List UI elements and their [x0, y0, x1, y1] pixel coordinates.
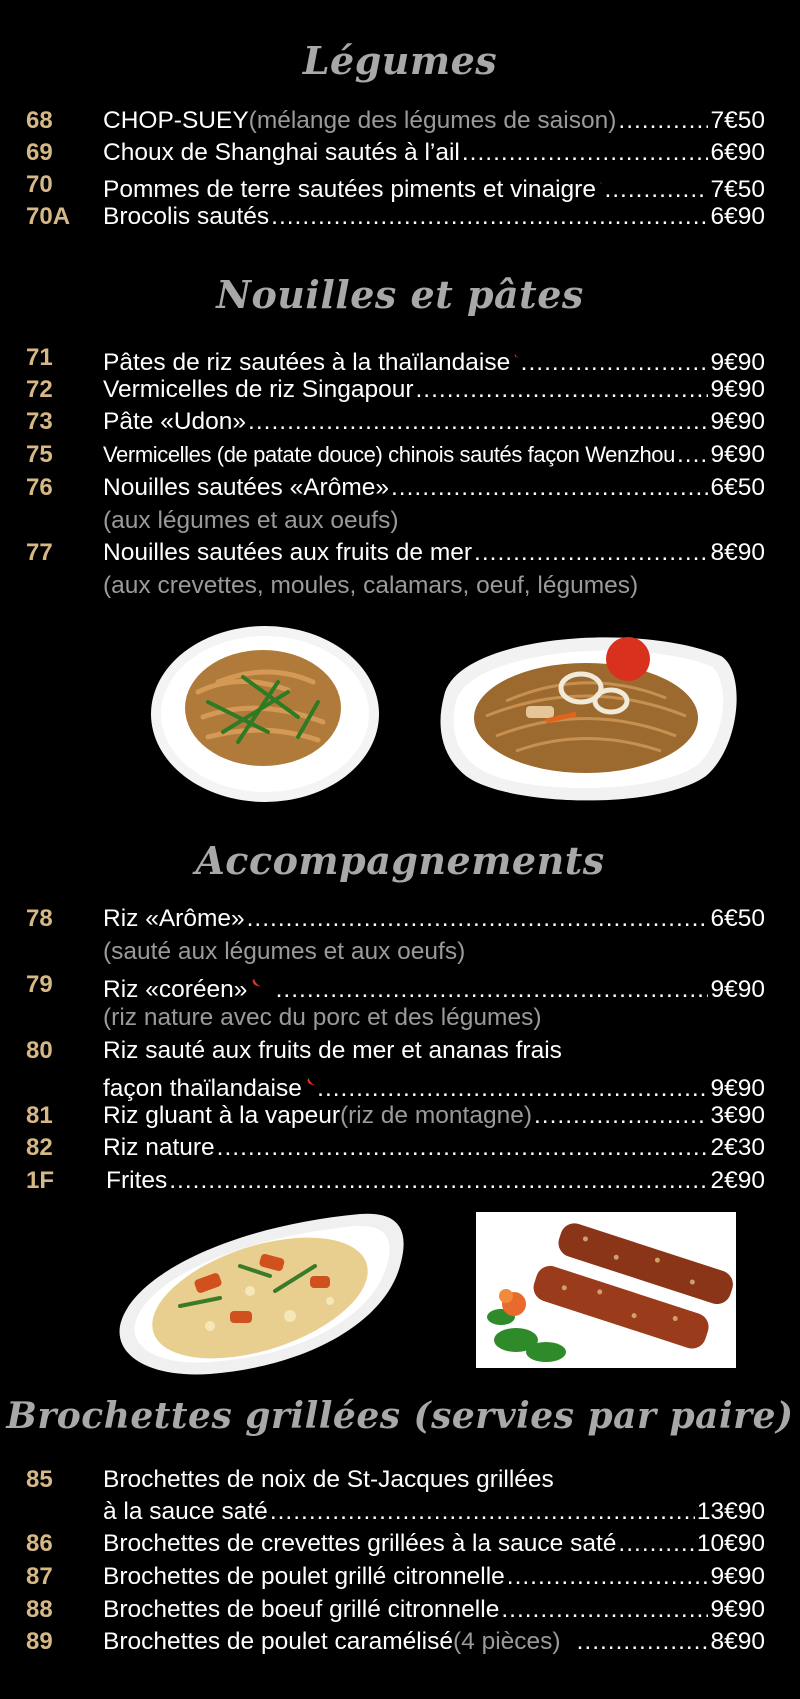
noodle-dish-photo [148, 622, 382, 804]
menu-item-75 [0, 439, 800, 471]
item-price: 8€90 [710, 539, 765, 566]
item-name-line2: à la sauce saté [103, 1498, 268, 1525]
section-title-legumes: Légumes [302, 38, 498, 83]
dot-leader [474, 537, 708, 569]
item-price: 8€90 [710, 1628, 765, 1655]
item-number: 1F [26, 1167, 55, 1194]
item-number: 78 [26, 905, 53, 932]
item-name: Pâte «Udon» [103, 408, 247, 435]
menu-item-72 [0, 374, 800, 406]
item-price: 9€90 [710, 1075, 765, 1102]
item-name: Riz nature [103, 1134, 215, 1161]
item-description: (sauté aux légumes et aux oeufs) [103, 938, 466, 965]
dot-leader [677, 439, 709, 471]
item-name: Brochettes de boeuf grillé citronnelle [103, 1596, 500, 1623]
dot-leader [462, 137, 709, 169]
item-name: Pommes de terre sautées piments et vinaigre [103, 176, 596, 203]
item-name: Brochettes de poulet caramélisé [103, 1628, 453, 1655]
item-description: (aux crevettes, moules, calamars, oeuf, légumes) [103, 572, 639, 599]
menu-item-86 [0, 1528, 800, 1560]
item-price: 9€90 [710, 376, 765, 403]
item-note: (4 pièces) [453, 1628, 561, 1655]
dot-leader [217, 1132, 709, 1164]
item-price: 2€30 [710, 1134, 765, 1161]
item-number: 68 [26, 107, 53, 134]
item-price: 7€50 [710, 107, 765, 134]
menu-item-79 [0, 969, 800, 1001]
item-price: 9€90 [710, 408, 765, 435]
chili-pepper-icon [306, 1068, 315, 1096]
item-name: Riz sauté aux fruits de mer et ananas frais [103, 1037, 562, 1064]
item-name: Riz «Arôme» [103, 905, 245, 932]
item-price: 6€50 [710, 474, 765, 501]
dot-leader [507, 1561, 709, 1593]
item-note: (riz de montagne) [339, 1102, 532, 1129]
item-price: 10€90 [696, 1530, 765, 1557]
section-title-nouilles: Nouilles et pâtes [216, 272, 584, 317]
item-number: 69 [26, 139, 53, 166]
item-number: 86 [26, 1530, 53, 1557]
menu-item-1f [0, 1165, 800, 1197]
item-name: Riz «coréen» [103, 976, 248, 1003]
menu-item-82 [0, 1132, 800, 1164]
item-name: Choux de Shanghai sautés à l’ail [103, 139, 460, 166]
menu-item-76 [0, 472, 800, 504]
dot-leader [169, 1165, 708, 1197]
menu-item-77 [0, 537, 800, 569]
item-number: 76 [26, 474, 53, 501]
item-price: 2€90 [710, 1167, 765, 1194]
item-name: Riz gluant à la vapeur [103, 1102, 340, 1129]
item-name: Brochettes de noix de St-Jacques grillées [103, 1466, 554, 1493]
item-price: 13€90 [696, 1498, 765, 1525]
item-price: 9€90 [710, 441, 765, 468]
menu-item-85-continued [0, 1496, 800, 1528]
chili-pepper-icon [251, 969, 261, 997]
menu-item-68 [0, 105, 800, 137]
item-name: Frites [106, 1167, 168, 1194]
menu-item-89 [0, 1626, 800, 1658]
dot-leader [577, 1626, 709, 1658]
dot-leader [270, 1496, 695, 1528]
menu-item-70a [0, 201, 800, 233]
dot-leader [247, 903, 709, 935]
item-price: 9€90 [710, 1596, 765, 1623]
chili-pepper-icon [514, 342, 518, 370]
menu-item-85 [0, 1464, 800, 1496]
dot-leader [618, 105, 708, 137]
item-price: 3€90 [710, 1102, 765, 1129]
item-number: 73 [26, 408, 53, 435]
item-number: 81 [26, 1102, 53, 1129]
item-name: Nouilles sautées «Arôme» [103, 474, 389, 501]
item-name: Vermicelles (de patate douce) chinois sautés façon Wenzhou [103, 442, 675, 467]
item-name: Brochettes de poulet grillé citronnelle [103, 1563, 505, 1590]
item-number: 88 [26, 1596, 53, 1623]
item-number: 77 [26, 539, 53, 566]
item-name: Pâtes de riz sautées à la thaïlandaise [103, 349, 511, 376]
item-number: 82 [26, 1134, 53, 1161]
item-name: CHOP-SUEY [103, 107, 249, 134]
item-price: 9€90 [710, 349, 765, 376]
dot-leader [501, 1594, 708, 1626]
menu-item-81 [0, 1100, 800, 1132]
item-number: 85 [26, 1466, 53, 1493]
dot-leader [534, 1100, 708, 1132]
section-title-brochettes: Brochettes grillées (servies par paire) [6, 1395, 794, 1437]
item-note: (mélange des légumes de saison) [248, 107, 617, 134]
fried-rice-dish-photo [110, 1206, 410, 1376]
menu-item-69 [0, 137, 800, 169]
menu-item-80 [0, 1035, 800, 1067]
item-price: 6€90 [710, 203, 765, 230]
dot-leader [391, 472, 708, 504]
menu-item-70 [0, 169, 800, 201]
item-price: 9€90 [710, 1563, 765, 1590]
menu-item-87 [0, 1561, 800, 1593]
item-number: 80 [26, 1037, 53, 1064]
item-name-line2: façon thaïlandaise [103, 1075, 302, 1102]
dot-leader [248, 406, 708, 438]
skewer-dish-photo [476, 1212, 736, 1368]
item-number: 89 [26, 1628, 53, 1655]
noodle-seafood-dish-photo [436, 626, 742, 804]
item-description: (riz nature avec du porc et des légumes) [103, 1004, 542, 1031]
item-number: 87 [26, 1563, 53, 1590]
dot-leader [416, 374, 709, 406]
item-price: 7€50 [710, 176, 765, 203]
menu-item-88 [0, 1594, 800, 1626]
item-price: 6€90 [710, 139, 765, 166]
item-name: Brochettes de crevettes grillées à la sauce saté [103, 1530, 617, 1557]
item-name: Vermicelles de riz Singapour [103, 376, 414, 403]
section-title-accompagnements: Accompagnements [195, 838, 605, 883]
menu-item-71 [0, 342, 800, 374]
chili-pepper-icon [600, 169, 602, 197]
item-description: (aux légumes et aux oeufs) [103, 507, 399, 534]
item-number: 70 [26, 171, 53, 198]
menu-item-80-continued [0, 1068, 800, 1100]
item-price: 6€50 [710, 905, 765, 932]
item-number: 70A [26, 203, 71, 230]
dot-leader [618, 1528, 694, 1560]
menu-item-78 [0, 903, 800, 935]
item-name: Brocolis sautés [103, 203, 270, 230]
item-number: 72 [26, 376, 53, 403]
item-price: 9€90 [710, 976, 765, 1003]
menu-item-73 [0, 406, 800, 438]
item-number: 71 [26, 344, 53, 371]
item-number: 75 [26, 441, 53, 468]
item-number: 79 [26, 971, 53, 998]
item-name: Nouilles sautées aux fruits de mer [103, 539, 473, 566]
dot-leader [271, 201, 708, 233]
